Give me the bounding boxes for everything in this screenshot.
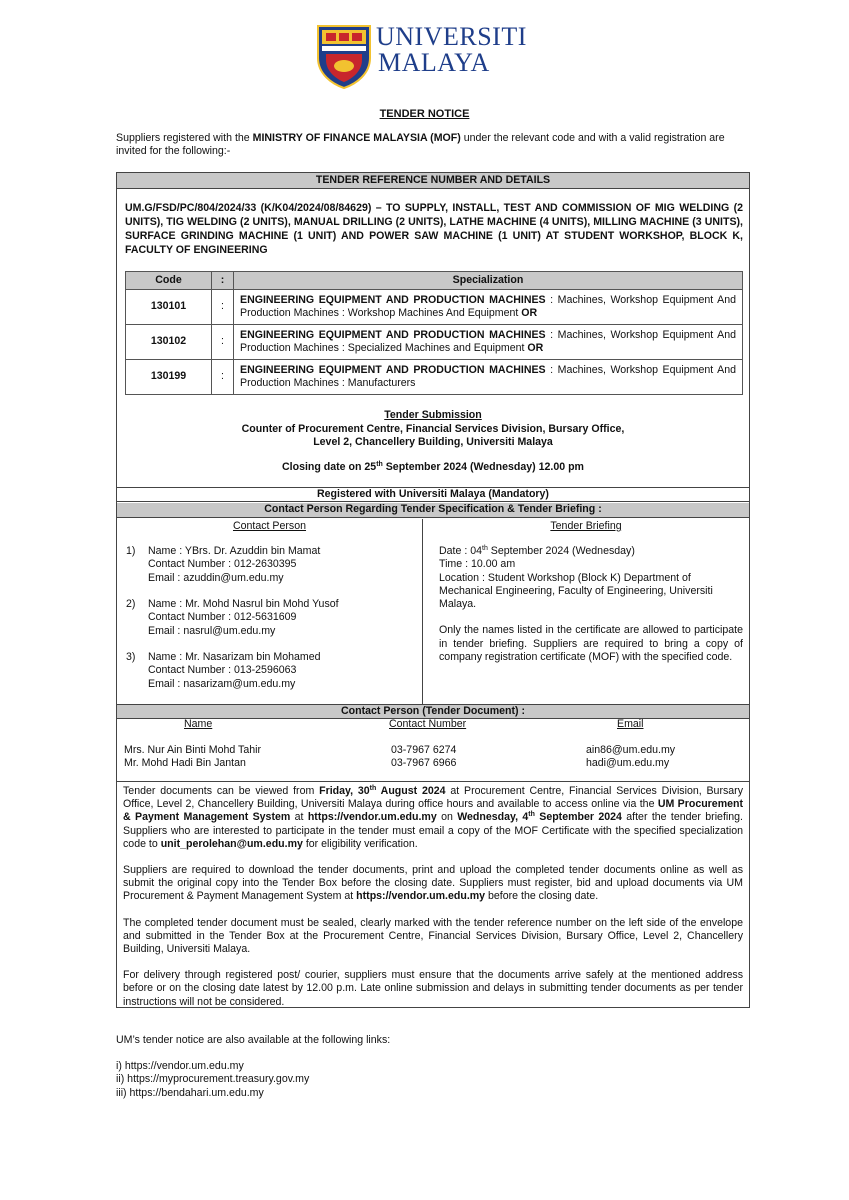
colon-cell: :: [212, 290, 234, 325]
university-logo: [316, 24, 540, 94]
link-bendahari[interactable]: iii) https://bendahari.um.edu.my: [116, 1086, 264, 1099]
contact-bar: Contact Person Regarding Tender Specification & Tender Briefing :: [117, 503, 749, 518]
registration-bar: Registered with Universiti Malaya (Mandatory): [117, 487, 749, 502]
link-vendor[interactable]: i) https://vendor.um.edu.my: [116, 1060, 244, 1073]
t1h-sup: th: [528, 811, 535, 819]
t1b2: August 2024: [376, 785, 446, 797]
notice-title: TENDER NOTICE: [379, 108, 470, 120]
tender-reference: UM.G/FSD/PC/804/2024/33 (K/K04/2024/08/84629) – TO SUPPLY, INSTALL, TEST AND COMMISSION OF MIG WELDING (2 UNITS), TIG WELDING (2 UNITS), MANUAL DRILLING (2 UNITS), LATHE MACHINE (4 UNITS), MILLING MACHINE (3 UNITS), SURFACE GRINDING MACHINE (1 UNIT) AND POWER SAW MACHINE (1 UNIT) AT STUDENT WORKSHOP, BLOCK K, FACULTY OF ENGINEERING: [125, 202, 743, 256]
t1h: Wednesday, 4: [457, 811, 529, 824]
specialization-table: [125, 271, 743, 395]
document-contact-bar: Contact Person (Tender Document) :: [117, 704, 749, 719]
header-code: Code: [126, 272, 212, 290]
person-phone: Contact Number : 012-2630395: [148, 558, 297, 571]
briefing-date-post: September 2024 (Wednesday): [487, 545, 635, 557]
spec-category: ENGINEERING EQUIPMENT AND PRODUCTION MACHINES: [240, 363, 546, 376]
t1a: Tender documents can be viewed from: [123, 785, 320, 797]
spec-text: : Machines, Workshop Equipment And Production Machines : Specialized Machines and Equipment: [240, 328, 736, 354]
header-colon: :: [212, 272, 234, 290]
spec-category: ENGINEERING EQUIPMENT AND PRODUCTION MACHINES: [240, 293, 546, 306]
briefing-details: [439, 545, 743, 664]
terms-paragraph-4: For delivery through registered post/ courier, suppliers must ensure that the documents arrive safely at the mentioned address before or on the closing date latest by 12.00 p.m. Late online submission and delays in submitting tender documents as per tender instructions will not be considered.: [123, 969, 743, 1008]
list-item: [117, 744, 749, 757]
section-title: TENDER REFERENCE NUMBER AND DETAILS: [117, 173, 749, 189]
person-email: Email : nasrul@um.edu.my: [148, 624, 276, 637]
t1d: UM Procurement & Payment Management System: [123, 798, 744, 824]
spec-or: OR: [521, 307, 538, 319]
tender-details-box: [116, 172, 750, 1008]
logo-line-malaya: MALAYA: [378, 48, 490, 77]
intro-paragraph: [116, 132, 752, 159]
closing-sup: th: [376, 461, 383, 468]
person-email: Email : azuddin@um.edu.my: [148, 571, 284, 584]
table-row: [126, 325, 743, 360]
t1g: on: [436, 811, 458, 824]
university-crest-icon: [316, 24, 372, 90]
code-cell: 130101: [126, 290, 212, 325]
terms-paragraph-2: [123, 864, 743, 904]
intro-post: under the relevant code and with a valid registration are invited for the following:-: [116, 132, 725, 158]
briefing-date-sup: th: [482, 545, 488, 552]
spec-text: : Machines, Workshop Equipment And Production Machines : Manufacturers: [240, 363, 736, 389]
header-name: Name: [184, 718, 213, 730]
procurement-email-link[interactable]: unit_perolehan@um.edu.my: [160, 837, 303, 850]
tender-terms: [117, 781, 749, 1022]
list-item: [117, 757, 749, 770]
doc-contact-name: Mrs. Nur Ain Binti Mohd Tahir: [124, 744, 261, 756]
submission-line2: Level 2, Chancellery Building, Universiti Malaya: [313, 436, 553, 448]
intro-pre: Suppliers registered with the: [116, 132, 253, 144]
link-myprocurement[interactable]: ii) https://myprocurement.treasury.gov.my: [116, 1073, 310, 1086]
t1i: after the tender briefing. Suppliers who are interested to participate in the tender must email a copy of the MOF Certificate with the specified specialization code to: [123, 811, 743, 850]
code-cell: 130199: [126, 360, 212, 395]
table-header-row: [126, 272, 743, 290]
spec-or: OR: [527, 342, 544, 354]
links-lead: UM’s tender notice are also available at the following links:: [116, 1034, 391, 1046]
closing-post: September 2024 (Wednesday) 12.00 pm: [382, 461, 584, 473]
person-number: 3): [126, 651, 136, 663]
person-phone: Contact Number : 013-2596063: [148, 664, 297, 677]
person-email: Email : nasarizam@um.edu.my: [148, 677, 296, 690]
doc-contact-email: hadi@um.edu.my: [586, 757, 670, 769]
code-cell: 130102: [126, 325, 212, 360]
briefing-date-pre: Date : 04: [439, 545, 482, 557]
doc-contact-name: Mr. Mohd Hadi Bin Jantan: [124, 757, 246, 769]
doc-contact-number: 03-7967 6274: [391, 744, 457, 756]
spec-cell: [234, 290, 743, 325]
briefing-location: Location : Student Workshop (Block K) Department of Mechanical Engineering, Faculty of Engineering, Universiti Malaya.: [439, 571, 713, 611]
submission-title: Tender Submission: [384, 409, 482, 421]
table-row: [126, 290, 743, 325]
person-name: Name : Mr. Mohd Nasrul bin Mohd Yusof: [148, 598, 339, 610]
terms-paragraph-3: The completed tender document must be sealed, clearly marked with the tender reference number on the left side of the envelope and submitted in the Tender Box at the Procurement Centre, Financial Services Division, Bursary Office, Level 2, Chancellery Building, Universiti Malaya.: [123, 916, 743, 956]
header-specialization: Specialization: [234, 272, 743, 290]
terms-paragraph-1: [123, 785, 743, 851]
t1h2: September 2024: [534, 811, 622, 824]
spec-text: : Machines, Workshop Equipment And Production Machines : Workshop Machines And Equipment: [240, 293, 736, 319]
t2c: before the closing date.: [485, 890, 599, 903]
t1c: at Procurement Centre, Financial Services Division, Bursary Office, Level 2, Chancellery Building, Universiti Malaya during office hours and available to access online via the: [123, 785, 743, 811]
tender-briefing-heading: Tender Briefing: [550, 520, 622, 532]
table-row: [126, 360, 743, 395]
person-number: 1): [126, 545, 136, 557]
document-contact-header: [117, 718, 749, 732]
person-name: Name : Mr. Nasarizam bin Mohamed: [148, 651, 321, 663]
briefing-time: Time : 10.00 am: [439, 558, 516, 571]
t1k: for eligibility verification.: [302, 837, 418, 850]
doc-contact-email: ain86@um.edu.my: [586, 744, 676, 756]
colon-cell: :: [212, 360, 234, 395]
person-name: Name : YBrs. Dr. Azuddin bin Mamat: [148, 545, 321, 557]
contact-person-heading: Contact Person: [232, 520, 307, 532]
tender-submission: [117, 409, 749, 450]
links-section: [116, 1034, 390, 1100]
contact-person-column: [117, 519, 423, 705]
doc-contact-number: 03-7967 6966: [391, 757, 457, 769]
spec-cell: [234, 325, 743, 360]
briefing-date: [439, 545, 743, 558]
briefing-note: Only the names listed in the certificate are allowed to participate in tender briefing. Suppliers are required to bring a copy of company registration certificate (MOF) with the specified code.: [439, 624, 743, 664]
t1b-sup: th: [369, 785, 377, 792]
closing-pre: Closing date on 25: [282, 461, 377, 473]
person-number: 2): [126, 598, 136, 610]
spec-cell: [234, 360, 743, 395]
person-phone: Contact Number : 012-5631609: [148, 611, 297, 624]
logo-line-universiti: UNIVERSITI: [376, 22, 527, 51]
tender-briefing-column: [423, 519, 749, 705]
t2a: Suppliers are required to download the tender documents, print and upload the completed tender documents online as well as submit the original copy into the Tender Box before the closing date. Suppliers must register, bid and upload documents via UM Procurement & Payment Management System at: [123, 864, 743, 903]
intro-mof: MINISTRY OF FINANCE MALAYSIA (MOF): [252, 132, 461, 144]
spec-category: ENGINEERING EQUIPMENT AND PRODUCTION MACHINES: [240, 328, 546, 341]
t1b: Friday, 30: [319, 785, 370, 797]
closing-date: [117, 461, 749, 474]
vendor-link[interactable]: https://vendor.um.edu.my: [307, 811, 437, 824]
header-email: Email: [617, 718, 644, 730]
colon-cell: :: [212, 325, 234, 360]
vendor-link[interactable]: https://vendor.um.edu.my: [356, 890, 486, 903]
header-contact-number: Contact Number: [389, 718, 467, 730]
t1e: at: [290, 811, 308, 824]
submission-line1: Counter of Procurement Centre, Financial Services Division, Bursary Office,: [241, 422, 625, 435]
